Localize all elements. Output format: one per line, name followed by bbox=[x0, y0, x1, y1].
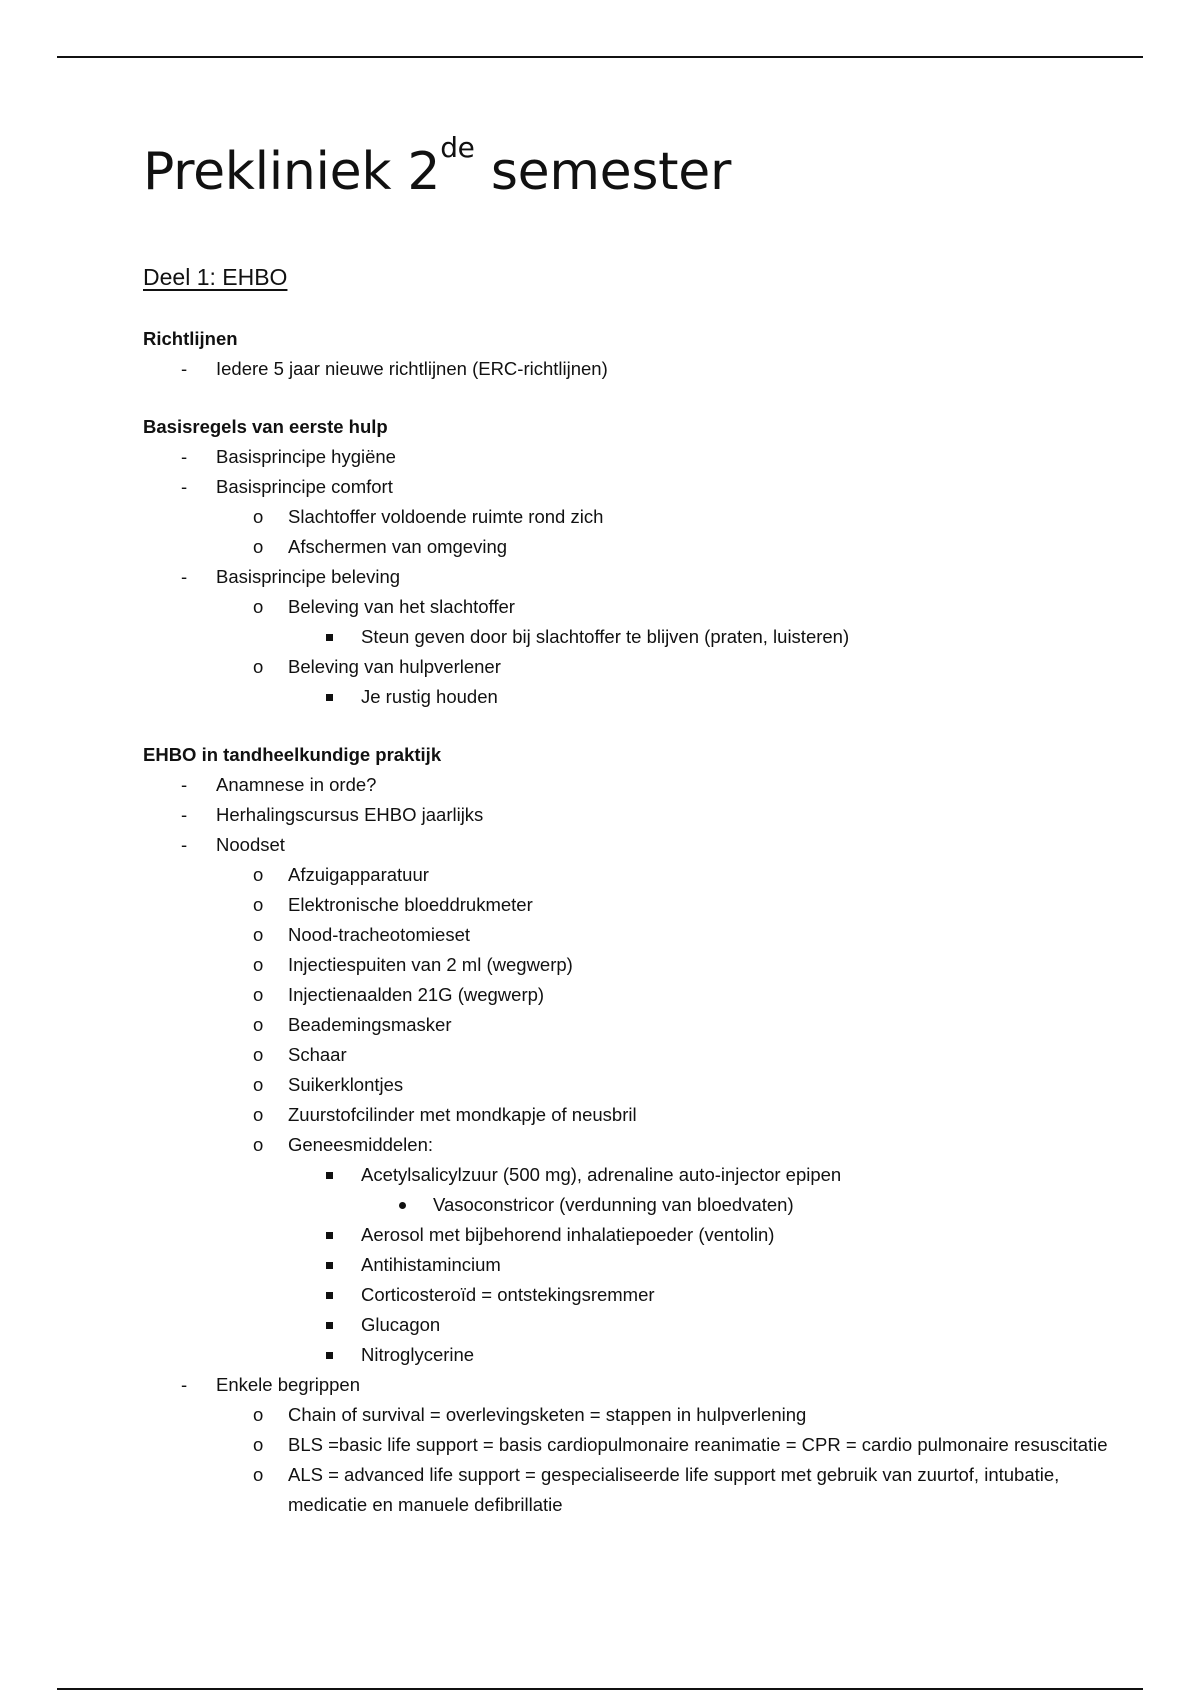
sub-list bbox=[216, 592, 1143, 712]
list-item bbox=[361, 1190, 1143, 1220]
group-heading: Richtlijnen bbox=[143, 328, 238, 349]
list-item-text: Vasoconstricor (verdunning van bloedvaten) bbox=[433, 1194, 794, 1215]
square-bullet-icon bbox=[326, 634, 333, 641]
circle-marker: o bbox=[253, 1074, 264, 1095]
circle-marker: o bbox=[253, 1134, 264, 1155]
square-bullet-icon bbox=[326, 694, 333, 701]
list-item bbox=[288, 1310, 1143, 1340]
list-item bbox=[143, 1370, 1143, 1520]
sub-sub-sub-list bbox=[361, 1190, 1143, 1220]
list-item-text: Iedere 5 jaar nieuwe richtlijnen (ERC-richtlijnen) bbox=[216, 358, 608, 379]
list-item bbox=[216, 1070, 1143, 1100]
square-bullet-icon bbox=[326, 1352, 333, 1359]
group-richtlijnen bbox=[143, 324, 1143, 384]
square-bullet-icon bbox=[326, 1292, 333, 1299]
list-item-text: BLS =basic life support = basis cardiopulmonaire reanimatie = CPR = cardio pulmonaire resuscitatie bbox=[288, 1434, 1108, 1455]
circle-marker: o bbox=[253, 924, 264, 945]
circle-marker: o bbox=[253, 506, 264, 527]
list-item-text: Anamnese in orde? bbox=[216, 774, 377, 795]
circle-marker: o bbox=[253, 1434, 264, 1455]
circle-marker: o bbox=[253, 596, 264, 617]
document-body bbox=[143, 131, 1143, 1520]
list-item-text: Afschermen van omgeving bbox=[288, 536, 508, 557]
list-item-text: Beleving van het slachtoffer bbox=[288, 596, 515, 617]
list-item bbox=[143, 800, 1143, 830]
list-item bbox=[143, 354, 1143, 384]
list-item-text: Je rustig houden bbox=[361, 686, 498, 707]
square-bullet-icon bbox=[326, 1262, 333, 1269]
list-item-text: Slachtoffer voldoende ruimte rond zich bbox=[288, 506, 604, 527]
title-main: Prekliniek 2 bbox=[143, 142, 441, 202]
list-item bbox=[143, 472, 1143, 562]
circle-marker: o bbox=[253, 1404, 264, 1425]
list-item-text: Nood-tracheotomieset bbox=[288, 924, 471, 945]
list-item bbox=[288, 1160, 1143, 1220]
list-item-text: Nitroglycerine bbox=[361, 1344, 475, 1365]
list-item bbox=[216, 1010, 1143, 1040]
list-item bbox=[216, 920, 1143, 950]
list-item bbox=[216, 1100, 1143, 1130]
list-item bbox=[216, 860, 1143, 890]
list-item bbox=[288, 1220, 1143, 1250]
list-item bbox=[143, 562, 1143, 712]
list-item-text: Injectiespuiten van 2 ml (wegwerp) bbox=[288, 954, 573, 975]
list-item-text: Corticosteroïd = ontstekingsremmer bbox=[361, 1284, 655, 1305]
sub-sub-list bbox=[288, 1160, 1143, 1370]
title-superscript: de bbox=[440, 131, 475, 164]
list-item-text: Geneesmiddelen: bbox=[288, 1134, 434, 1155]
circle-marker: o bbox=[253, 954, 264, 975]
sub-list bbox=[216, 1400, 1143, 1520]
list-item-text: Noodset bbox=[216, 834, 285, 855]
list-item bbox=[216, 1460, 1143, 1520]
list-item-text: Schaar bbox=[288, 1044, 347, 1065]
list-item bbox=[288, 682, 1143, 712]
list-item bbox=[216, 1430, 1143, 1460]
list-item-text: Herhalingscursus EHBO jaarlijks bbox=[216, 804, 484, 825]
circle-marker: o bbox=[253, 656, 264, 677]
dash-marker: - bbox=[181, 566, 188, 587]
section-title: Deel 1: EHBO bbox=[143, 264, 288, 290]
list-item bbox=[216, 980, 1143, 1010]
list-item-text: Antihistamincium bbox=[361, 1254, 501, 1275]
list-item-text: Basisprincipe hygiëne bbox=[216, 446, 396, 467]
list-item-text: Basisprincipe comfort bbox=[216, 476, 393, 497]
list-item bbox=[216, 532, 1143, 562]
list-item-text: ALS = advanced life support = gespecialiseerde life support met gebruik van zuurtof, intubatie, medicatie en manuele defibrillatie bbox=[288, 1464, 1060, 1515]
list-item-text: Beademingsmasker bbox=[288, 1014, 452, 1035]
list-item-text: Elektronische bloeddrukmeter bbox=[288, 894, 533, 915]
sub-list bbox=[216, 502, 1143, 562]
bullet-list bbox=[143, 770, 1143, 1520]
list-item-text: Steun geven door bij slachtoffer te blijven (praten, luisteren) bbox=[361, 626, 850, 647]
circle-marker: o bbox=[253, 536, 264, 557]
list-item bbox=[288, 1340, 1143, 1370]
list-item-text: Suikerklontjes bbox=[288, 1074, 404, 1095]
list-item bbox=[216, 1130, 1143, 1370]
group-ehbo-praktijk bbox=[143, 740, 1143, 1520]
title-end: semester bbox=[474, 142, 732, 202]
circle-marker: o bbox=[253, 1014, 264, 1035]
circle-marker: o bbox=[253, 1044, 264, 1065]
list-item-text: Enkele begrippen bbox=[216, 1374, 360, 1395]
circle-marker: o bbox=[253, 1104, 264, 1125]
list-item bbox=[216, 652, 1143, 712]
dash-marker: - bbox=[181, 1374, 188, 1395]
group-heading: EHBO in tandheelkundige praktijk bbox=[143, 744, 442, 765]
sub-list bbox=[216, 860, 1143, 1370]
page-title bbox=[143, 131, 1143, 210]
list-item bbox=[216, 1400, 1143, 1430]
list-item-text: Aerosol met bijbehorend inhalatiepoeder (ventolin) bbox=[361, 1224, 775, 1245]
bullet-list bbox=[143, 442, 1143, 712]
circle-marker: o bbox=[253, 1464, 264, 1485]
list-item-text: Afzuigapparatuur bbox=[288, 864, 429, 885]
dash-marker: - bbox=[181, 834, 188, 855]
list-item bbox=[143, 442, 1143, 472]
list-item-text: Chain of survival = overlevingsketen = stappen in hulpverlening bbox=[288, 1404, 807, 1425]
round-bullet-icon bbox=[399, 1202, 406, 1209]
dash-marker: - bbox=[181, 804, 188, 825]
square-bullet-icon bbox=[326, 1172, 333, 1179]
list-item-text: Beleving van hulpverlener bbox=[288, 656, 501, 677]
list-item bbox=[216, 502, 1143, 532]
list-item bbox=[216, 890, 1143, 920]
dash-marker: - bbox=[181, 446, 188, 467]
list-item bbox=[216, 1040, 1143, 1070]
sub-sub-list bbox=[288, 682, 1143, 712]
list-item-text: Basisprincipe beleving bbox=[216, 566, 401, 587]
list-item bbox=[143, 830, 1143, 1370]
list-item-text: Injectienaalden 21G (wegwerp) bbox=[288, 984, 545, 1005]
bullet-list bbox=[143, 354, 1143, 384]
dash-marker: - bbox=[181, 476, 188, 497]
header-rule bbox=[57, 56, 1143, 58]
group-basisregels bbox=[143, 412, 1143, 712]
circle-marker: o bbox=[253, 864, 264, 885]
list-item bbox=[143, 770, 1143, 800]
list-item-text: Glucagon bbox=[361, 1314, 441, 1335]
circle-marker: o bbox=[253, 894, 264, 915]
list-item-text: Acetylsalicylzuur (500 mg), adrenaline auto-injector epipen bbox=[361, 1164, 842, 1185]
group-heading: Basisregels van eerste hulp bbox=[143, 416, 388, 437]
circle-marker: o bbox=[253, 984, 264, 1005]
dash-marker: - bbox=[181, 358, 188, 379]
list-item bbox=[288, 1250, 1143, 1280]
sub-sub-list bbox=[288, 622, 1143, 652]
list-item-text: Zuurstofcilinder met mondkapje of neusbril bbox=[288, 1104, 637, 1125]
dash-marker: - bbox=[181, 774, 188, 795]
square-bullet-icon bbox=[326, 1322, 333, 1329]
square-bullet-icon bbox=[326, 1232, 333, 1239]
list-item bbox=[288, 1280, 1143, 1310]
list-item bbox=[216, 950, 1143, 980]
list-item bbox=[216, 592, 1143, 652]
list-item bbox=[288, 622, 1143, 652]
footer-rule bbox=[57, 1688, 1143, 1690]
